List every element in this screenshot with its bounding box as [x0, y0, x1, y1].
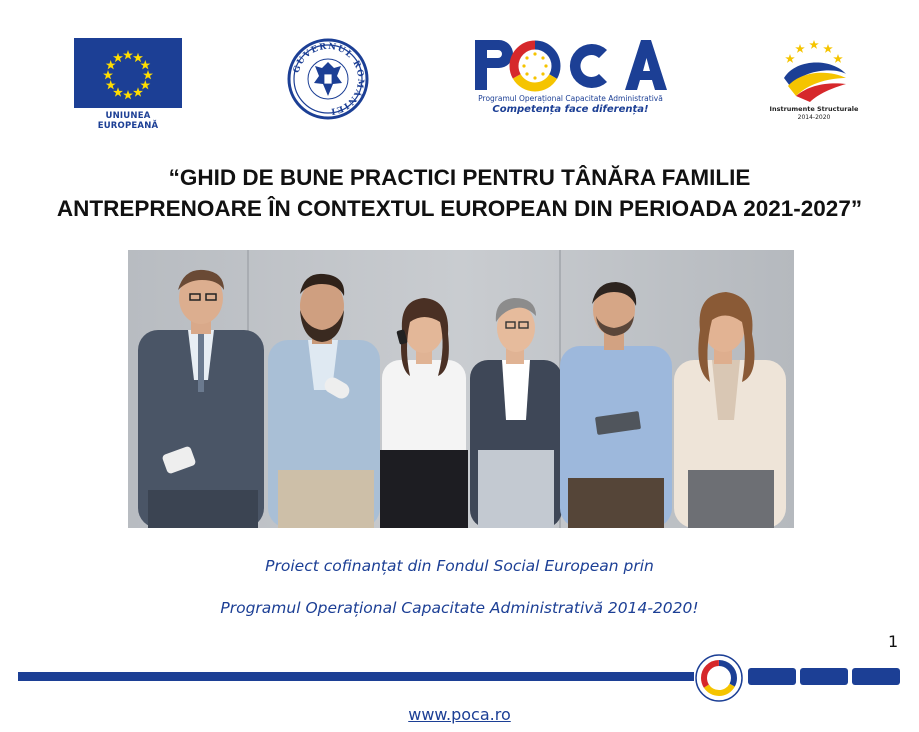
title-line-2: ANTREPRENOARE ÎN CONTEXTUL EUROPEAN DIN PERIOADA 2021-2027”	[56, 196, 863, 221]
structural-instruments-icon	[766, 38, 862, 104]
footer-segment	[748, 668, 796, 685]
footer-segment	[800, 668, 848, 685]
team-photo-illustration	[128, 250, 794, 528]
poca-logo	[473, 38, 668, 122]
structural-instruments-label: Instrumente Structurale	[769, 105, 859, 113]
eu-label: UNIUNEA EUROPEANĂ	[97, 111, 159, 131]
programme-caption: Programul Operațional Capacitate Administrativă 2014-2020!	[220, 599, 699, 617]
poca-wordmark-icon	[473, 38, 668, 94]
footer-bar	[18, 672, 694, 681]
structural-instruments-logo	[766, 38, 862, 128]
document-title	[40, 162, 879, 224]
footer-segment	[852, 668, 900, 685]
team-photo	[128, 250, 794, 528]
poca-slogan: Competența face diferența!	[492, 104, 649, 115]
eu-stars-icon	[74, 38, 182, 108]
title-line-1: “GHID DE BUNE PRACTICI PENTRU TÂNĂRA FAMILIE	[168, 165, 751, 190]
cofinancing-caption: Proiect cofinanțat din Fondul Social European prin	[265, 557, 654, 575]
footer-emblem	[694, 653, 744, 703]
structural-instruments-years: 2014-2020	[797, 114, 831, 121]
government-seal-logo	[287, 38, 369, 120]
eu-flag	[74, 38, 182, 108]
government-seal-text	[287, 38, 369, 120]
poca-subtitle: Programul Operațional Capacitate Administrativă	[478, 94, 663, 103]
eu-logo	[74, 38, 182, 131]
government-seal-label: GUVERNUL ROMÂNIEI	[291, 41, 366, 116]
svg-text:GUVERNUL ROMÂNIEI	[292, 42, 366, 116]
poca-website-link[interactable]: www.poca.ro	[408, 705, 511, 724]
page-number: 1	[888, 632, 899, 651]
poca-emblem-icon	[694, 653, 744, 703]
